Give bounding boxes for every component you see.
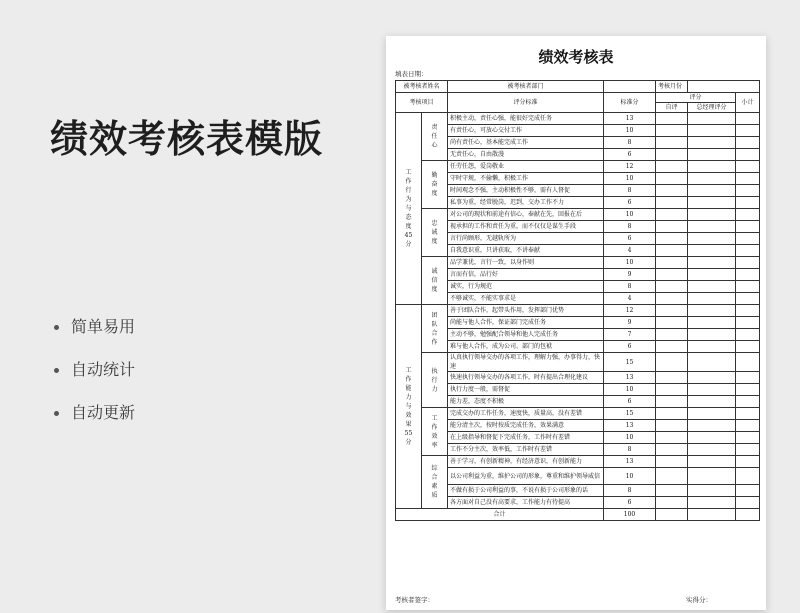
criteria-cell: 不够诚实，不能实事求是 (448, 293, 604, 305)
criteria-cell: 无责任心，自由散漫 (448, 149, 604, 161)
table-row (396, 173, 760, 185)
criteria-cell: 视承担的工作和责任为重，而不仅仅是谋生手段 (448, 221, 604, 233)
std-score-cell: 8 (604, 485, 656, 497)
subtotal-cell (736, 432, 760, 444)
self-score-cell (656, 185, 688, 197)
self-score-cell (656, 384, 688, 396)
criteria-cell: 积极主动，责任心强，能很好完成任务 (448, 113, 604, 125)
score-header: 评分 (656, 93, 736, 103)
subcategory-label (422, 353, 448, 408)
total-score: 100 (604, 509, 656, 521)
criteria-cell: 时间观念不强，主动积极性不够，需有人督促 (448, 185, 604, 197)
criteria-cell: 尚能与他人合作，保证部门完成任务 (448, 317, 604, 329)
std-score-cell: 13 (604, 420, 656, 432)
std-score-cell: 6 (604, 497, 656, 509)
std-score-cell: 6 (604, 149, 656, 161)
self-score-cell (656, 329, 688, 341)
self-score-cell (656, 221, 688, 233)
gm-score-cell (688, 221, 736, 233)
criteria-cell: 主动不够，勉强配合领导和他人完成任务 (448, 329, 604, 341)
subtotal-cell (736, 209, 760, 221)
self-score-cell (656, 245, 688, 257)
table-row (396, 161, 760, 173)
gm-score-cell (688, 432, 736, 444)
subtotal-cell (736, 245, 760, 257)
total-subtotal-cell (736, 509, 760, 521)
subtotal-cell (736, 113, 760, 125)
self-score-cell (656, 125, 688, 137)
total-gm-cell (688, 509, 736, 521)
subtotal-cell (736, 161, 760, 173)
std-score-cell: 13 (604, 372, 656, 384)
criteria-cell: 对公司的现状和前途有信心，奉献在先，回报在后 (448, 209, 604, 221)
gm-score-cell (688, 444, 736, 456)
std-score-cell: 6 (604, 396, 656, 408)
criteria-cell: 善于团队合作，起带头作用，发挥部门优势 (448, 305, 604, 317)
std-score-cell: 13 (604, 113, 656, 125)
criteria-cell: 品学兼优，言行一致，以身作则 (448, 257, 604, 269)
subtotal-cell (736, 305, 760, 317)
month-label: 考核月份 (656, 81, 688, 93)
subcategory-label-text: 勤奋度 (431, 172, 438, 197)
criteria-cell: 诚实，行为规范 (448, 281, 604, 293)
gm-score-cell (688, 329, 736, 341)
subtotal-cell (736, 468, 760, 485)
std-score-cell: 10 (604, 384, 656, 396)
self-score-cell (656, 149, 688, 161)
criteria-cell: 言行尚顾形，无越轨所为 (448, 233, 604, 245)
std-score-cell: 6 (604, 341, 656, 353)
self-score-cell (656, 317, 688, 329)
table-row (396, 456, 760, 468)
self-score-cell (656, 485, 688, 497)
promo-title: 绩效考核表模版 (50, 117, 324, 161)
std-score-cell: 6 (604, 233, 656, 245)
gm-score-cell (688, 281, 736, 293)
table-row (396, 372, 760, 384)
table-row (396, 149, 760, 161)
criteria-cell: 认真执行领导交办的各项工作，理解力强，办事得力，快速 (448, 353, 604, 372)
subcategory-label (422, 161, 448, 209)
gm-header: 总经理评分 (688, 103, 736, 113)
gm-score-cell (688, 137, 736, 149)
feature-label: 自动统计 (71, 360, 136, 379)
std-score-cell: 9 (604, 317, 656, 329)
self-score-cell (656, 497, 688, 509)
table-row (396, 396, 760, 408)
name-label: 被考核者姓名 (396, 81, 448, 93)
table-row (396, 197, 760, 209)
subtotal-cell (736, 329, 760, 341)
self-score-cell (656, 444, 688, 456)
self-score-cell (656, 341, 688, 353)
table-row (396, 257, 760, 269)
form-preview (386, 36, 766, 610)
fill-date-label: 填表日期： (395, 70, 428, 78)
gm-score-cell (688, 353, 736, 372)
table-row (396, 245, 760, 257)
subtotal-cell (736, 353, 760, 372)
month-value (688, 81, 760, 93)
self-score-cell (656, 372, 688, 384)
table-row (396, 269, 760, 281)
self-score-cell (656, 432, 688, 444)
table-row (396, 137, 760, 149)
subcategory-label-text: 综合素质 (431, 465, 438, 499)
self-score-cell (656, 281, 688, 293)
gm-score-cell (688, 456, 736, 468)
self-score-cell (656, 420, 688, 432)
subcategory-label-text: 忠诚度 (431, 220, 438, 245)
self-score-cell (656, 197, 688, 209)
bullet-icon (54, 325, 59, 330)
gm-score-cell (688, 197, 736, 209)
std-score-cell: 15 (604, 408, 656, 420)
std-score-cell: 10 (604, 173, 656, 185)
subtotal-cell (736, 497, 760, 509)
gm-score-cell (688, 317, 736, 329)
gm-score-cell (688, 497, 736, 509)
std-header: 标准分 (604, 93, 656, 113)
subtotal-cell (736, 396, 760, 408)
std-score-cell: 9 (604, 269, 656, 281)
std-score-cell: 8 (604, 137, 656, 149)
criteria-cell: 完成交办的工作任务，速度快，质量高，没有差错 (448, 408, 604, 420)
subcategory-label (422, 113, 448, 161)
bullet-icon (54, 368, 59, 373)
criteria-cell: 私事为重，经常脱岗，迟到，交办工作不力 (448, 197, 604, 209)
criteria-cell: 难与他人合作，成为公司、部门的包袱 (448, 341, 604, 353)
gm-score-cell (688, 396, 736, 408)
category-label-text: 工作能力与效果 55分 (404, 367, 413, 446)
subtotal-header: 小计 (736, 93, 760, 113)
gm-score-cell (688, 408, 736, 420)
self-score-cell (656, 173, 688, 185)
table-row (396, 485, 760, 497)
subcategory-label-text: 诚信度 (431, 268, 438, 293)
self-score-cell (656, 353, 688, 372)
gm-score-cell (688, 185, 736, 197)
table-row (396, 432, 760, 444)
table-row (396, 497, 760, 509)
std-score-cell: 8 (604, 281, 656, 293)
table-row (396, 125, 760, 137)
gm-score-cell (688, 293, 736, 305)
self-score-cell (656, 396, 688, 408)
std-score-cell: 13 (604, 456, 656, 468)
feature-item (54, 314, 135, 337)
criteria-cell: 善于学习，有创新精神，有经济意识，有创新能力 (448, 456, 604, 468)
subtotal-cell (736, 233, 760, 245)
gm-score-cell (688, 468, 736, 485)
total-row (396, 509, 760, 521)
self-score-cell (656, 408, 688, 420)
table-row (396, 185, 760, 197)
subcategory-label-text: 工作效率 (431, 414, 438, 449)
gm-score-cell (688, 161, 736, 173)
criteria-cell: 执行力度一般，需督促 (448, 384, 604, 396)
subcategory-label-text: 执行力 (431, 367, 438, 393)
self-score-cell (656, 257, 688, 269)
subtotal-cell (736, 173, 760, 185)
std-score-cell: 6 (604, 197, 656, 209)
subtotal-cell (736, 125, 760, 137)
criteria-cell: 自我意识重，只讲获取，不讲奉献 (448, 245, 604, 257)
self-score-cell (656, 269, 688, 281)
subtotal-cell (736, 185, 760, 197)
std-score-cell: 4 (604, 245, 656, 257)
self-score-cell (656, 456, 688, 468)
self-score-cell (656, 305, 688, 317)
criteria-cell: 言而有信，品行好 (448, 269, 604, 281)
bullet-icon (54, 411, 59, 416)
subtotal-cell (736, 197, 760, 209)
gm-score-cell (688, 209, 736, 221)
dept-label: 被考核者部门 (448, 81, 604, 93)
actual-score-label: 实得分： (686, 596, 712, 604)
criteria-cell: 在上级指导和督促下完成任务，工作时有差错 (448, 432, 604, 444)
feature-label: 简单易用 (71, 317, 136, 336)
self-score-cell (656, 161, 688, 173)
dept-value (604, 81, 656, 93)
subtotal-cell (736, 149, 760, 161)
criteria-cell: 任劳任怨，爱岗敬业 (448, 161, 604, 173)
table-row (396, 341, 760, 353)
table-row (396, 317, 760, 329)
subtotal-cell (736, 444, 760, 456)
gm-score-cell (688, 233, 736, 245)
table-row (396, 233, 760, 245)
feature-item (54, 400, 135, 423)
table-row (396, 384, 760, 396)
std-score-cell: 8 (604, 444, 656, 456)
gm-score-cell (688, 245, 736, 257)
table-row (396, 444, 760, 456)
criteria-cell: 快速执行领导交办的各项工作，时有提出合理化建议 (448, 372, 604, 384)
subtotal-cell (736, 281, 760, 293)
category-label-text: 工作行为与态度 45分 (404, 169, 413, 248)
std-score-cell: 8 (604, 185, 656, 197)
gm-score-cell (688, 149, 736, 161)
criteria-header: 评分标准 (448, 93, 604, 113)
gm-score-cell (688, 113, 736, 125)
std-score-cell: 15 (604, 353, 656, 372)
subcategory-label (422, 209, 448, 257)
self-score-cell (656, 468, 688, 485)
criteria-cell: 能分清主次，按时按质完成任务，效果满意 (448, 420, 604, 432)
subtotal-cell (736, 269, 760, 281)
gm-score-cell (688, 257, 736, 269)
table-row (396, 329, 760, 341)
table-row (396, 281, 760, 293)
form-title: 绩效考核表 (538, 48, 614, 66)
std-score-cell: 8 (604, 221, 656, 233)
table-row (396, 113, 760, 125)
gm-score-cell (688, 173, 736, 185)
criteria-cell: 有责任心，可放心交付工作 (448, 125, 604, 137)
table-row (396, 468, 760, 485)
total-self-cell (656, 509, 688, 521)
criteria-cell: 工作不分主次，效率低，工作时有差错 (448, 444, 604, 456)
subtotal-cell (736, 456, 760, 468)
std-score-cell: 12 (604, 305, 656, 317)
self-header: 自评 (656, 103, 688, 113)
feature-label: 自动更新 (71, 403, 136, 422)
subtotal-cell (736, 317, 760, 329)
criteria-cell: 各方面对自己没有高要求，工作能力有待提高 (448, 497, 604, 509)
total-label: 合计 (396, 509, 604, 521)
evaluation-table (395, 80, 760, 521)
subtotal-cell (736, 257, 760, 269)
gm-score-cell (688, 384, 736, 396)
subtotal-cell (736, 137, 760, 149)
subtotal-cell (736, 408, 760, 420)
gm-score-cell (688, 125, 736, 137)
subcategory-label (422, 456, 448, 509)
std-score-cell: 10 (604, 257, 656, 269)
category-label (396, 113, 422, 305)
gm-score-cell (688, 341, 736, 353)
feature-item (54, 357, 135, 380)
item-header: 考核项目 (396, 93, 448, 113)
table-row (396, 420, 760, 432)
table-row (396, 305, 760, 317)
criteria-cell: 能力差，态度不积极 (448, 396, 604, 408)
std-score-cell: 10 (604, 432, 656, 444)
criteria-cell: 不做有损于公司利益的事，不说有损于公司形象的话 (448, 485, 604, 497)
table-row (396, 209, 760, 221)
std-score-cell: 4 (604, 293, 656, 305)
self-score-cell (656, 233, 688, 245)
subtotal-cell (736, 420, 760, 432)
criteria-cell: 以公司利益为重，维护公司的形象，尊重和维护领导威信 (448, 468, 604, 485)
self-score-cell (656, 137, 688, 149)
self-score-cell (656, 209, 688, 221)
subtotal-cell (736, 384, 760, 396)
gm-score-cell (688, 485, 736, 497)
self-score-cell (656, 293, 688, 305)
table-row (396, 221, 760, 233)
std-score-cell: 10 (604, 125, 656, 137)
criteria-cell: 尚有责任心，基本能完成工作 (448, 137, 604, 149)
subcategory-label-text: 团队合作 (431, 311, 438, 346)
subtotal-cell (736, 372, 760, 384)
subcategory-label (422, 408, 448, 456)
criteria-cell: 守时守规，不偷懒，积极工作 (448, 173, 604, 185)
self-score-cell (656, 113, 688, 125)
subcategory-label (422, 305, 448, 353)
table-row (396, 293, 760, 305)
gm-score-cell (688, 420, 736, 432)
std-score-cell: 10 (604, 209, 656, 221)
subcategory-label (422, 257, 448, 305)
subtotal-cell (736, 485, 760, 497)
gm-score-cell (688, 372, 736, 384)
table-row (396, 408, 760, 420)
gm-score-cell (688, 305, 736, 317)
gm-score-cell (688, 269, 736, 281)
subtotal-cell (736, 293, 760, 305)
assessor-signature-label: 考核者签字： (395, 596, 434, 604)
subtotal-cell (736, 221, 760, 233)
std-score-cell: 12 (604, 161, 656, 173)
table-row (396, 353, 760, 372)
std-score-cell: 10 (604, 468, 656, 485)
category-label (396, 305, 422, 509)
subtotal-cell (736, 341, 760, 353)
subcategory-label-text: 责任心 (431, 124, 438, 149)
std-score-cell: 7 (604, 329, 656, 341)
